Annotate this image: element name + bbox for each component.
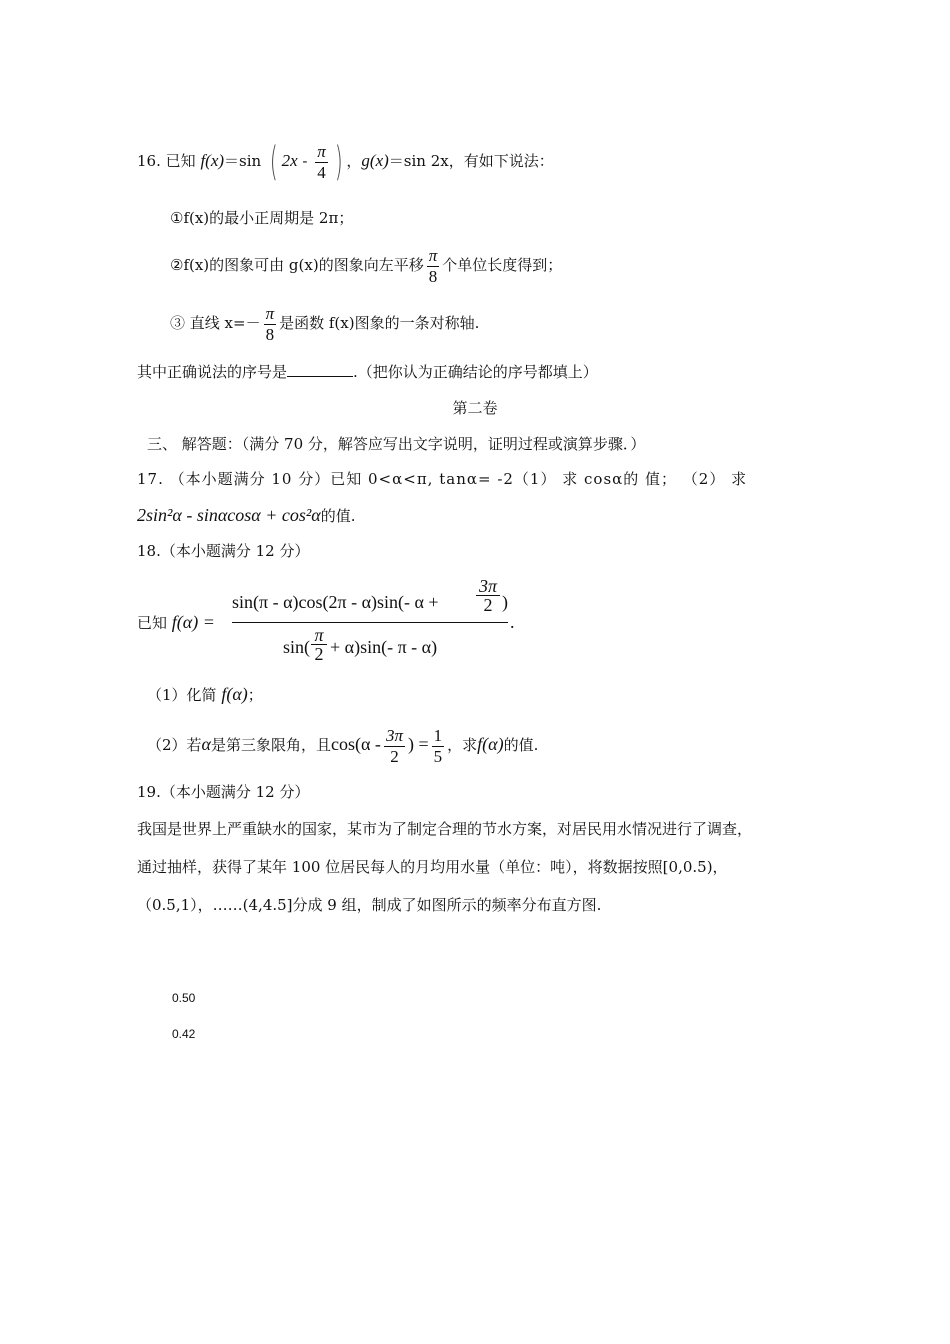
q18-part2-alpha: α: [201, 734, 211, 754]
q16-minus: -: [302, 152, 308, 170]
q18-part2-frac-bot: 2: [390, 746, 399, 766]
right-paren-icon: ): [334, 139, 343, 185]
q16-item3-den: 8: [265, 324, 275, 344]
q18-part2-b: 是第三象限角，且: [211, 736, 332, 754]
q18-part2-d: 的值.: [503, 736, 539, 754]
q16-arg: 2x: [281, 151, 298, 170]
q18-num-frac: [476, 577, 500, 614]
q18-part2-c: ，求: [447, 736, 478, 754]
q16-g-label: g(x): [361, 151, 389, 170]
q18-num-frac-top: 3π: [476, 577, 500, 596]
q19-line1: 我国是世界上严重缺水的国家，某市为了制定合理的节水方案，对居民用水情况进行了调查，: [137, 820, 753, 838]
q16-stem: [137, 139, 554, 185]
q18-part2-eq: ) =: [407, 734, 429, 754]
q16-item2: [170, 244, 562, 286]
q18-den-frac-bot: 2: [314, 644, 324, 664]
q18-part2-a: （2）若: [147, 736, 202, 754]
q18-f-alpha: f(α) =: [171, 612, 215, 632]
q16-item3-text-a: ③ 直线 x=－: [170, 314, 261, 332]
q16-item2-num: π: [428, 245, 438, 265]
q16-frac-num: π: [317, 141, 326, 161]
q16-item3-num: π: [265, 303, 275, 323]
q18-num-close: ): [502, 592, 508, 612]
q16-answer-prefix: 其中正确说法的序号是: [137, 363, 288, 381]
q19-line2: 通过抽样，获得了某年 100 位居民每人的月均用水量（单位：吨），将数据按照[0,0.5)，: [137, 858, 728, 876]
q16-item3-frac: [264, 304, 277, 345]
q17-suffix: 的值.: [320, 507, 356, 525]
q19-line3: （0.5,1），……(4,4.5]分成 9 组，制成了如图所示的频率分布直方图.: [137, 896, 602, 914]
q16-item3-text-b: 是函数 f(x)图象的一条对称轴.: [279, 314, 480, 332]
q18-den-a: sin(: [283, 637, 310, 657]
section-title: 第二卷: [452, 399, 498, 417]
section-heading: 三、 解答题：（满分 70 分，解答应写出文字说明，证明过程或演算步骤．）: [147, 435, 646, 453]
q16-item2-den: 8: [428, 266, 438, 286]
q16-comma: ，: [346, 152, 362, 170]
q18-part2-frac: [384, 726, 405, 767]
q18-part1: [147, 684, 263, 705]
q19-header: 19.（本小题满分 12 分）: [137, 783, 310, 801]
q16-equals-sin: ＝sin: [224, 152, 262, 170]
q16-pi-over-4: [315, 142, 328, 183]
q17-line2: [137, 505, 356, 526]
q16-number: 16.: [137, 152, 161, 170]
q16-f-label: f(x): [200, 151, 225, 170]
fraction-bar: [232, 622, 508, 623]
answer-blank[interactable]: [287, 362, 353, 377]
q16-g-def: ＝sin 2x，有如下说法：: [388, 152, 554, 170]
q18-part2-cos: cos(α -: [331, 734, 381, 754]
q17-expression: 2sin²α - sinαcosα + cos²α: [137, 505, 321, 525]
q18-part2-val-top: 1: [433, 725, 443, 745]
q18-part2-f: f(α): [477, 734, 504, 754]
q18-part2-frac-top: 3π: [385, 725, 403, 745]
q16-item2-text-b: 个单位长度得到；: [442, 256, 563, 274]
q18-numerator: [232, 592, 439, 612]
q18-num-text: sin(π - α)cos(2π - α)sin(- α +: [232, 592, 439, 612]
q18-num-frac-bot: 2: [483, 595, 493, 615]
q18-given: [137, 612, 215, 633]
q17-line1: 17. （本小题满分 10 分）已知 0<α<π, tanα= -2（1） 求 cosα的 值； （2） 求: [137, 470, 748, 488]
y-tick-label: 0.42: [172, 1027, 196, 1041]
q18-header: 18.（本小题满分 12 分）: [137, 542, 310, 560]
q16-frac-den: 4: [317, 162, 326, 182]
q18-part1-b: ；: [247, 686, 263, 704]
q16-answer-line: [137, 362, 598, 382]
q18-den-b: + α)sin(- π - α): [330, 637, 438, 657]
q16-item1: ①f(x)的最小正周期是 2π；: [170, 209, 354, 227]
q16-item3: [170, 302, 479, 344]
q18-part2-value: [432, 726, 445, 767]
q18-part2: [147, 722, 538, 766]
q18-given-label: 已知: [137, 614, 168, 632]
q18-part1-math: f(α): [221, 684, 248, 704]
q18-den-frac: [311, 626, 327, 663]
q16-item2-frac: [427, 246, 440, 287]
q18-part2-val-bot: 5: [433, 746, 443, 766]
y-tick-label: 0.50: [172, 991, 196, 1005]
q16-item2-text-a: ②f(x)的图象可由 g(x)的图象向左平移: [170, 256, 424, 274]
q18-den-frac-top: π: [311, 626, 327, 645]
q18-part1-a: （1）化简: [147, 686, 217, 704]
q18-period: .: [510, 612, 515, 632]
q16-answer-suffix: .（把你认为正确结论的序号都填上）: [353, 363, 598, 381]
left-paren-icon: (: [269, 139, 278, 185]
q16-intro: 已知: [165, 152, 196, 170]
